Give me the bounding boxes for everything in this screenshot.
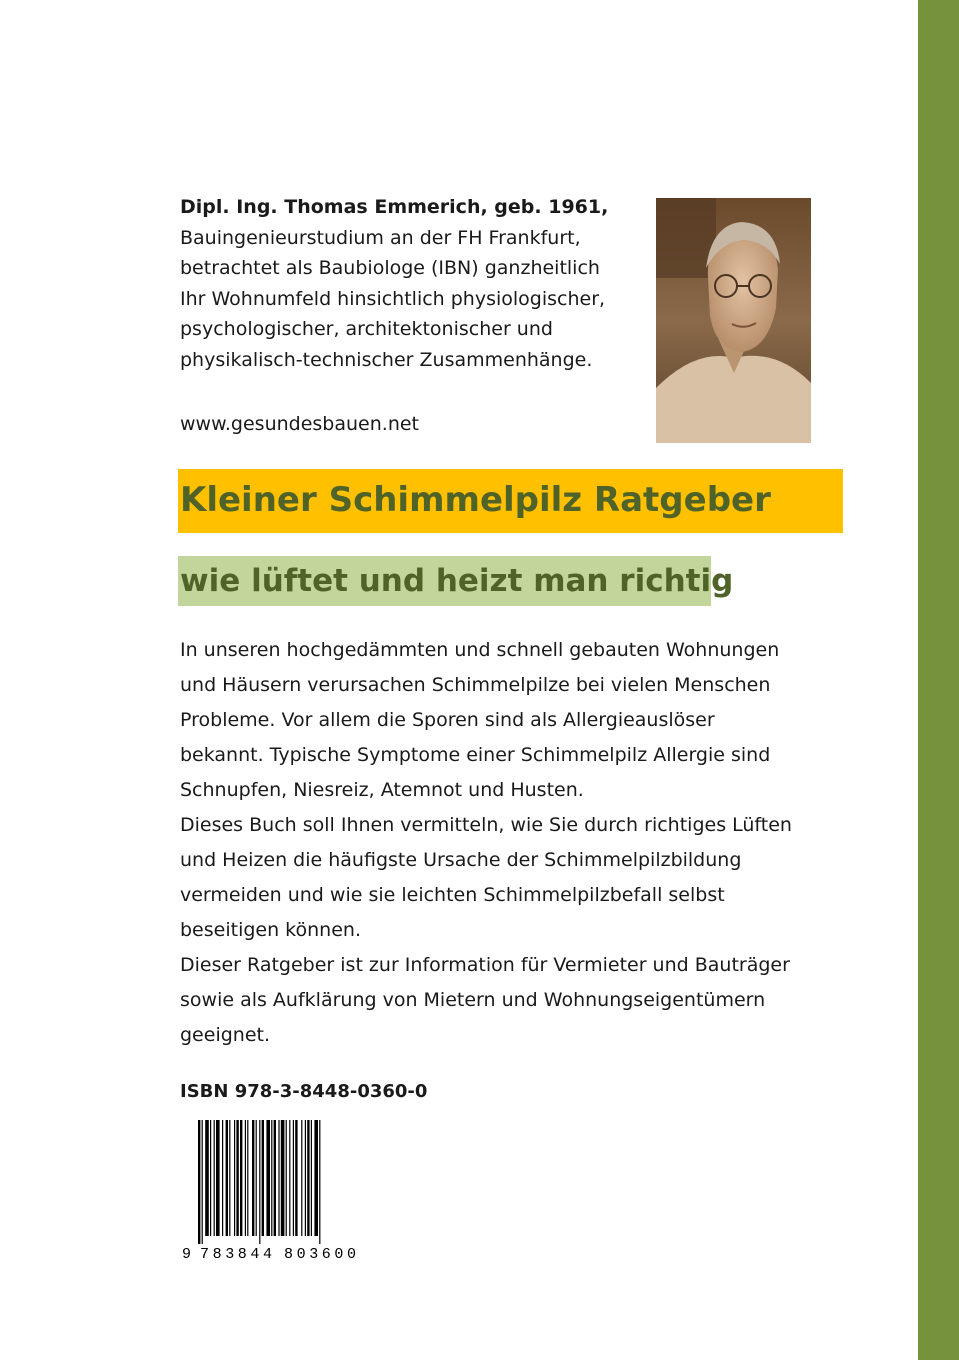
barcode-digits-right: 803600 xyxy=(284,1246,356,1262)
barcode-bar xyxy=(301,1120,302,1236)
description-line: und Heizen die häufigste Ursache der Schimmelpilzbildung xyxy=(180,849,742,871)
description-line: und Häusern verursachen Schimmelpilze bei vielen Menschen xyxy=(180,674,771,696)
isbn-barcode xyxy=(180,1118,364,1262)
barcode-bar xyxy=(226,1120,228,1236)
author-photo xyxy=(656,198,811,443)
barcode-bar xyxy=(289,1120,290,1236)
book-spine-stripe xyxy=(918,0,959,1360)
barcode-bar xyxy=(234,1120,235,1236)
author-bio-line: Bauingenieurstudium an der FH Frankfurt, xyxy=(180,226,581,249)
book-subtitle: wie lüftet und heizt man richtig xyxy=(180,563,734,599)
barcode-bar xyxy=(274,1120,276,1236)
author-bio-line: Ihr Wohnumfeld hinsichtlich physiologischer, xyxy=(180,287,606,310)
barcode-bar xyxy=(307,1120,309,1236)
barcode-bar xyxy=(271,1120,272,1236)
barcode-bar xyxy=(266,1120,270,1236)
description-line: Dieses Buch soll Ihnen vermitteln, wie Sie durch richtiges Lüften xyxy=(180,814,792,836)
description-line: Dieser Ratgeber ist zur Information für Vermieter und Bauträger xyxy=(180,954,790,976)
isbn-label: ISBN 978-3-8448-0360-0 xyxy=(180,1081,428,1102)
barcode-bar xyxy=(311,1120,312,1236)
description-line: geeignet. xyxy=(180,1024,270,1046)
barcode-bar xyxy=(286,1120,287,1236)
barcode-bar xyxy=(314,1120,318,1236)
barcode-bar xyxy=(205,1120,209,1236)
description-line: Schnupfen, Niesreiz, Atemnot und Husten. xyxy=(180,779,584,801)
barcode-bar xyxy=(305,1120,306,1236)
barcode-bar xyxy=(278,1120,279,1236)
author-website: www.gesundesbauen.net xyxy=(180,413,419,435)
author-name: Dipl. Ing. Thomas Emmerich, geb. 1961, xyxy=(180,196,609,218)
barcode-bar xyxy=(236,1120,238,1236)
barcode-bar xyxy=(214,1120,215,1236)
book-description xyxy=(180,633,860,1053)
barcode-bar xyxy=(259,1120,260,1244)
description-line: In unseren hochgedämmten und schnell gebauten Wohnungen xyxy=(180,639,780,661)
barcode-bar xyxy=(262,1120,264,1236)
barcode-digits-left: 783844 xyxy=(200,1246,272,1262)
barcode-bar xyxy=(319,1120,320,1244)
author-bio-line: betrachtet als Baubiologe (IBN) ganzheitlich xyxy=(180,257,600,279)
description-line: vermeiden und wie sie leichten Schimmelpilzbefall selbst xyxy=(180,884,725,906)
barcode-bar xyxy=(295,1120,297,1236)
barcode-bar xyxy=(216,1120,220,1236)
barcode-bar xyxy=(210,1120,211,1236)
barcode-bar xyxy=(198,1120,200,1244)
barcode-bar xyxy=(229,1120,230,1236)
barcode-bar xyxy=(252,1120,254,1236)
author-bio-line: physikalisch-technischer Zusammenhänge. xyxy=(180,348,593,371)
barcode-bar xyxy=(240,1120,242,1236)
author-bio xyxy=(180,192,650,375)
barcode-bar xyxy=(281,1120,285,1236)
author-bio-line: psychologischer, architektonischer und xyxy=(180,318,553,340)
book-title: Kleiner Schimmelpilz Ratgeber xyxy=(180,480,771,520)
barcode-digit-first: 9 xyxy=(182,1246,192,1262)
description-line: beseitigen können. xyxy=(180,919,361,941)
barcode-bar xyxy=(247,1120,248,1236)
barcode-bar xyxy=(293,1120,294,1236)
barcode-bar xyxy=(222,1120,223,1236)
barcode-bar xyxy=(256,1120,257,1236)
barcode-bar xyxy=(245,1120,246,1236)
description-line: Probleme. Vor allem die Sporen sind als Allergieauslöser xyxy=(180,709,715,731)
barcode-bar xyxy=(202,1120,203,1244)
description-line: sowie als Aufklärung von Mietern und Wohnungseigentümern xyxy=(180,989,766,1011)
description-line: bekannt. Typische Symptome einer Schimmelpilz Allergie sind xyxy=(180,744,771,766)
